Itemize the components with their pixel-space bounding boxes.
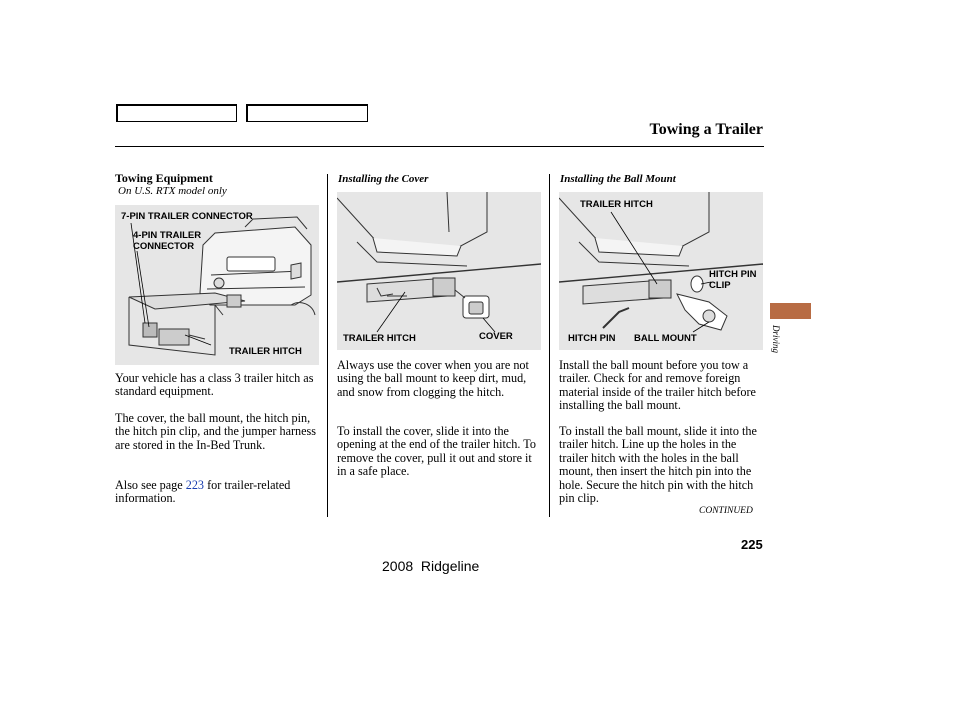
truck-rear-illustration	[115, 205, 319, 365]
col2-paragraph-1: Always use the cover when you are not using the ball mount to keep dirt, mud, and snow from clogging the hitch.	[337, 358, 529, 399]
label-hitch-pin-clip-line2: CLIP	[709, 280, 731, 291]
installing-cover-heading: Installing the Cover	[338, 173, 429, 185]
nav-box-right[interactable]	[246, 104, 368, 122]
col3-paragraph-1: Install the ball mount before you tow a trailer. Check for and remove foreign material inside of the trailer hitch before installing the ball mount.	[559, 358, 756, 413]
section-title: Towing a Trailer	[649, 121, 763, 138]
installing-cover-figure	[337, 192, 541, 350]
header-rule	[115, 146, 764, 147]
label-hitch-pin: HITCH PIN	[568, 333, 616, 344]
column-divider-1	[327, 174, 328, 517]
label-4-pin-connector-line2: CONNECTOR	[133, 241, 195, 252]
model-note: On U.S. RTX model only	[118, 185, 227, 197]
installing-ball-mount-figure	[559, 192, 763, 350]
column-divider-2	[549, 174, 550, 517]
see-page-text-end: for trailer-related information.	[115, 478, 291, 506]
col1-paragraph-3	[115, 479, 320, 506]
label-hitch-pin-clip-line1: HITCH PIN	[709, 269, 757, 280]
col3-paragraph-2: To install the ball mount, slide it into the trailer hitch. Line up the holes in the trailer hitch with the holes in the ball mount, then insert the hitch pin into the hole. Secure the hitch pin with the hitch pin clip.	[559, 424, 757, 506]
nav-box-left[interactable]	[116, 104, 237, 122]
cover-illustration	[337, 192, 541, 350]
label-4-pin-connector-line1: 4-PIN TRAILER	[133, 230, 202, 241]
col1-paragraph-1: Your vehicle has a class 3 trailer hitch as standard equipment.	[115, 371, 314, 399]
page-223-link[interactable]: 223	[185, 478, 205, 492]
label-trailer-hitch: TRAILER HITCH	[580, 199, 653, 210]
driving-tab-label: Driving	[771, 325, 781, 353]
continued-note: CONTINUED	[699, 506, 753, 516]
label-trailer-hitch: TRAILER HITCH	[229, 346, 302, 357]
see-page-text: Also see page	[115, 478, 186, 492]
col1-paragraph-2: The cover, the ball mount, the hitch pin, the hitch pin clip, and the jumper harness are stored in the In-Bed Trunk.	[115, 411, 317, 452]
installing-ball-mount-heading: Installing the Ball Mount	[560, 173, 676, 185]
label-7-pin-connector: 7-PIN TRAILER CONNECTOR	[121, 211, 253, 222]
col2-paragraph-2: To install the cover, slide it into the opening at the end of the trailer hitch. To remove the cover, pull it out and store it in a safe place.	[337, 424, 536, 479]
towing-equipment-figure	[115, 205, 319, 365]
label-ball-mount: BALL MOUNT	[634, 333, 697, 344]
driving-section-tab[interactable]	[770, 303, 811, 319]
label-trailer-hitch: TRAILER HITCH	[343, 333, 416, 344]
towing-equipment-heading: Towing Equipment	[115, 171, 213, 185]
page-number: 225	[741, 537, 763, 552]
label-cover: COVER	[479, 331, 513, 342]
model-footer: 2008 Ridgeline	[382, 558, 480, 574]
